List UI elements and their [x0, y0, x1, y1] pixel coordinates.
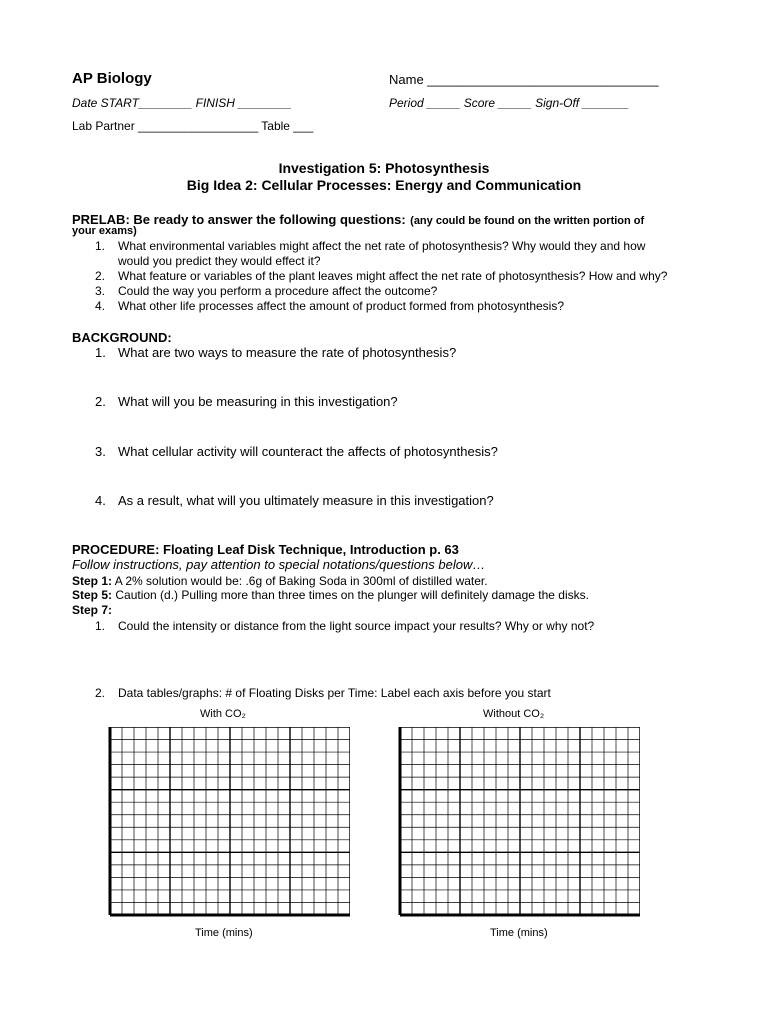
background-item-text: What will you be measuring in this investigation?	[118, 394, 398, 409]
procedure-instructions: Follow instructions, pay attention to special notations/questions below…	[72, 557, 486, 572]
background-item-text: What cellular activity will counteract the affects of photosynthesis?	[118, 444, 498, 459]
background-item-num: 3.	[95, 444, 106, 459]
step-1-text: A 2% solution would be: .6g of Baking Soda in 300ml of distilled water.	[114, 574, 488, 588]
graph-title: With CO₂	[200, 708, 246, 720]
graph-grid-with-co2[interactable]	[108, 727, 350, 917]
background-item-num: 2.	[95, 394, 106, 409]
background-item-num: 1.	[95, 345, 106, 360]
prelab-item-text-cont: would you predict they would effect it?	[118, 254, 321, 268]
graph-grid-without-co2[interactable]	[398, 727, 640, 917]
prelab-item-num: 2.	[95, 269, 106, 283]
step-7-question-num: 1.	[95, 619, 106, 633]
procedure-heading: PROCEDURE: Floating Leaf Disk Technique, Introduction p. 63	[72, 542, 459, 557]
prelab-item-text: What environmental variables might affect the net rate of photosynthesis? Why would they and how	[118, 239, 646, 253]
prelab-note-cont: your exams)	[72, 225, 137, 237]
prelab-item-text: Could the way you perform a procedure affect the outcome?	[118, 284, 438, 298]
lab-partner-field[interactable]: Lab Partner __________________ Table ___	[72, 119, 314, 133]
step-1-label: Step 1:	[72, 574, 113, 588]
prelab-item-num: 3.	[95, 284, 106, 298]
course-title: AP Biology	[72, 70, 152, 87]
step-7-label: Step 7:	[72, 603, 113, 617]
background-item-text: What are two ways to measure the rate of photosynthesis?	[118, 345, 457, 360]
prelab-item-num: 4.	[95, 299, 106, 313]
step-7-question-num: 2.	[95, 686, 106, 700]
step-1	[72, 574, 488, 588]
date-fields[interactable]: Date START________ FINISH ________	[72, 96, 292, 110]
prelab-heading-line	[72, 211, 644, 229]
step-7-question-text: Data tables/graphs: # of Floating Disks per Time: Label each axis before you start	[118, 686, 551, 700]
period-score-signoff-fields[interactable]: Period _____ Score _____ Sign-Off _______	[389, 96, 630, 110]
background-item-num: 4.	[95, 493, 106, 508]
graph-x-axis-label: Time (mins)	[490, 927, 548, 939]
step-5-label: Step 5:	[72, 588, 113, 602]
step-7-question-text: Could the intensity or distance from the light source impact your results? Why or why not?	[118, 619, 595, 633]
prelab-item-text: What feature or variables of the plant leaves might affect the net rate of photosynthesis? How and why?	[118, 269, 668, 283]
prelab-item-text: What other life processes affect the amount of product formed from photosynthesis?	[118, 299, 565, 313]
prelab-item-num: 1.	[95, 239, 106, 253]
step-5-text: Caution (d.) Pulling more than three times on the plunger will definitely damage the disks.	[115, 588, 589, 602]
graph-x-axis-label: Time (mins)	[195, 927, 253, 939]
step-5	[72, 588, 589, 602]
prelab-note: (any could be found on the written portion of	[410, 215, 645, 227]
big-idea-title: Big Idea 2: Cellular Processes: Energy and Communication	[186, 177, 582, 193]
investigation-title: Investigation 5: Photosynthesis	[278, 160, 490, 176]
name-field[interactable]: Name ________________________________	[389, 72, 659, 87]
background-item-text: As a result, what will you ultimately measure in this investigation?	[118, 493, 494, 508]
prelab-heading: PRELAB: Be ready to answer the following questions:	[72, 212, 406, 227]
background-heading: BACKGROUND:	[72, 330, 172, 345]
graph-title: Without CO₂	[483, 708, 545, 720]
